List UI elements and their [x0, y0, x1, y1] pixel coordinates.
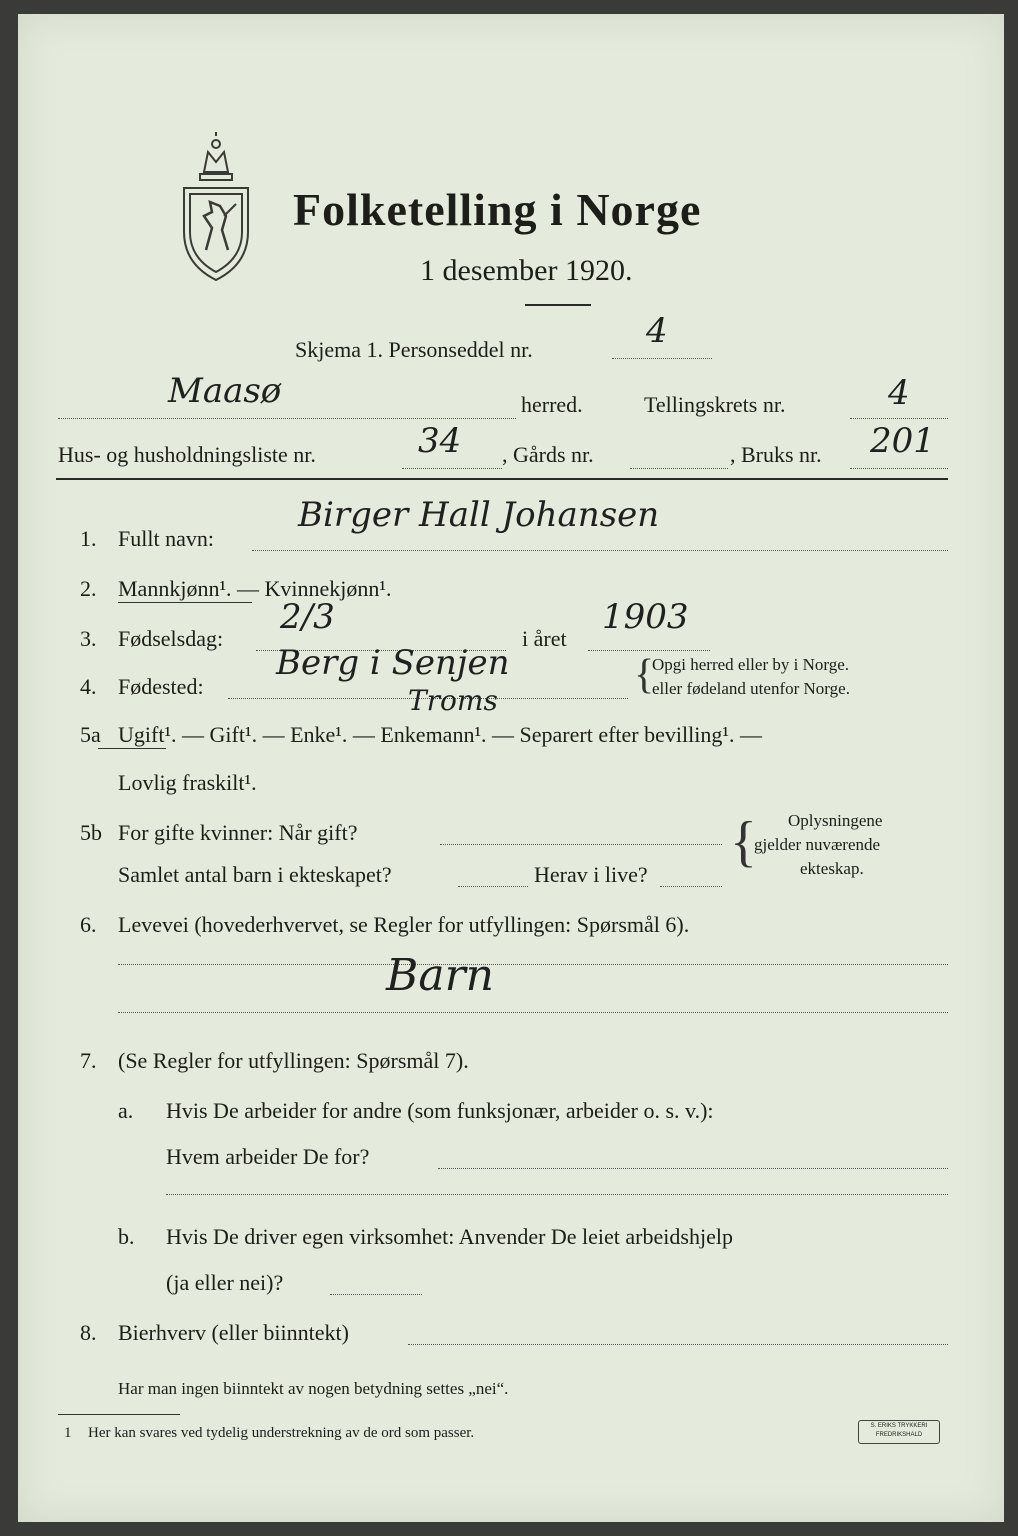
q2-number: 2.	[80, 576, 97, 601]
q1-label: Fullt navn:	[118, 526, 214, 551]
footnote-rule	[58, 1414, 180, 1415]
q5b-label-2: Samlet antal barn i ekteskapet?	[118, 862, 392, 887]
q5a-number: 5a	[80, 722, 101, 747]
q1-number: 1.	[80, 526, 97, 551]
q5a-label-2: Lovlig fraskilt¹.	[118, 770, 257, 795]
q3-number: 3.	[80, 626, 97, 651]
q2-underline-mark	[118, 602, 252, 603]
bruks-label: , Bruks nr.	[730, 442, 822, 467]
q5a-label: Ugift¹. — Gift¹. — Enke¹. — Enkemann¹. — Separert efter bevilling¹. —	[118, 722, 762, 747]
q6-value: Barn	[386, 950, 494, 1001]
herred-value: Maasø	[168, 371, 282, 411]
printer-stamp-line-1: S. ERIKS TRYKKERI	[870, 1423, 928, 1429]
bruks-line	[850, 468, 948, 469]
q5b-line	[440, 844, 722, 845]
norway-coat-of-arms-icon	[176, 132, 256, 282]
printer-stamp	[858, 1420, 940, 1444]
footnote-mark: 1	[64, 1425, 72, 1441]
q5b-note-3: ekteskap.	[800, 859, 864, 878]
q8-number: 8.	[80, 1320, 97, 1345]
printer-stamp-line-2: FREDRIKSHALD	[875, 1432, 923, 1438]
q7a-label: Hvis De arbeider for andre (som funksjonær, arbeider o. s. v.):	[166, 1098, 714, 1123]
q7-label: (Se Regler for utfyllingen: Spørsmål 7).	[118, 1048, 469, 1073]
q4-number: 4.	[80, 674, 97, 699]
header-rule	[56, 478, 948, 480]
q7a-line-2	[166, 1194, 948, 1195]
herred-label: herred.	[521, 392, 583, 417]
q8-note: Har man ingen biinntekt av nogen betydning settes „nei“.	[118, 1379, 509, 1398]
q5b-label: For gifte kvinner: Når gift?	[118, 820, 358, 845]
bruks-nr: 201	[870, 421, 935, 461]
herred-line	[58, 418, 516, 419]
q4-note-2: eller fødeland utenfor Norge.	[652, 679, 850, 698]
q3-year-line	[588, 650, 710, 651]
census-form-sheet	[18, 14, 1004, 1522]
q1-line	[252, 550, 948, 551]
q8-line	[408, 1344, 948, 1345]
q2-label: Mannkjønn¹. — Kvinnekjønn¹.	[118, 576, 392, 601]
personseddel-nr: 4	[646, 311, 668, 351]
q3-year: 1903	[602, 597, 689, 637]
q4-note-1: Opgi herred eller by i Norge.	[652, 655, 850, 674]
form-title: Folketelling i Norge	[293, 184, 702, 235]
q4-label: Fødested:	[118, 674, 204, 699]
q5b-label-3: Herav i live?	[534, 862, 648, 887]
tellingskrets-nr: 4	[888, 373, 910, 413]
q4-value: Berg i Senjen	[276, 643, 510, 683]
gards-line	[630, 468, 728, 469]
q7-number: 7.	[80, 1048, 97, 1073]
q7b-line	[330, 1294, 422, 1295]
personseddel-line	[612, 358, 712, 359]
q4-brace: {	[634, 652, 655, 698]
gards-label: , Gårds nr.	[502, 442, 594, 467]
husliste-line	[402, 468, 502, 469]
q1-value: Birger Hall Johansen	[298, 495, 660, 535]
q7a-line	[438, 1168, 948, 1169]
q6-number: 6.	[80, 912, 97, 937]
skjema-label: Skjema 1. Personseddel nr.	[295, 337, 533, 362]
form-date: 1 desember 1920.	[420, 254, 633, 287]
q5b-line-2	[458, 886, 528, 887]
q7b-number: b.	[118, 1224, 135, 1249]
q3-label: Fødselsdag:	[118, 626, 224, 651]
q4-value-2: Troms	[408, 684, 498, 717]
title-divider	[525, 304, 591, 306]
q3-value: 2/3	[280, 597, 335, 637]
husliste-label: Hus- og husholdningsliste nr.	[58, 442, 316, 467]
q8-label: Bierhverv (eller biinntekt)	[118, 1320, 349, 1345]
q5b-line-3	[660, 886, 722, 887]
tellingskrets-line	[850, 418, 948, 419]
q5b-number: 5b	[80, 820, 102, 845]
q6-line	[118, 964, 948, 965]
q5b-note-2: gjelder nuværende	[754, 835, 881, 854]
q7b-label-2: (ja eller nei)?	[166, 1270, 284, 1295]
tellingskrets-label: Tellingskrets nr.	[644, 392, 786, 417]
q7a-number: a.	[118, 1098, 134, 1123]
footnote-text: Her kan svares ved tydelig understrekning av de ord som passer.	[88, 1425, 475, 1441]
q6-label: Levevei (hovederhvervet, se Regler for utfyllingen: Spørsmål 6).	[118, 912, 690, 937]
q7a-label-2: Hvem arbeider De for?	[166, 1144, 370, 1169]
q5b-brace: {	[730, 811, 757, 873]
q5a-underline-mark	[98, 748, 166, 749]
husliste-nr: 34	[418, 421, 462, 461]
q5b-note-1: Oplysningene	[788, 811, 883, 830]
q7b-label: Hvis De driver egen virksomhet: Anvender De leiet arbeidshjelp	[166, 1224, 733, 1249]
q3-year-label: i året	[522, 626, 567, 651]
q6-line-2	[118, 1012, 948, 1013]
